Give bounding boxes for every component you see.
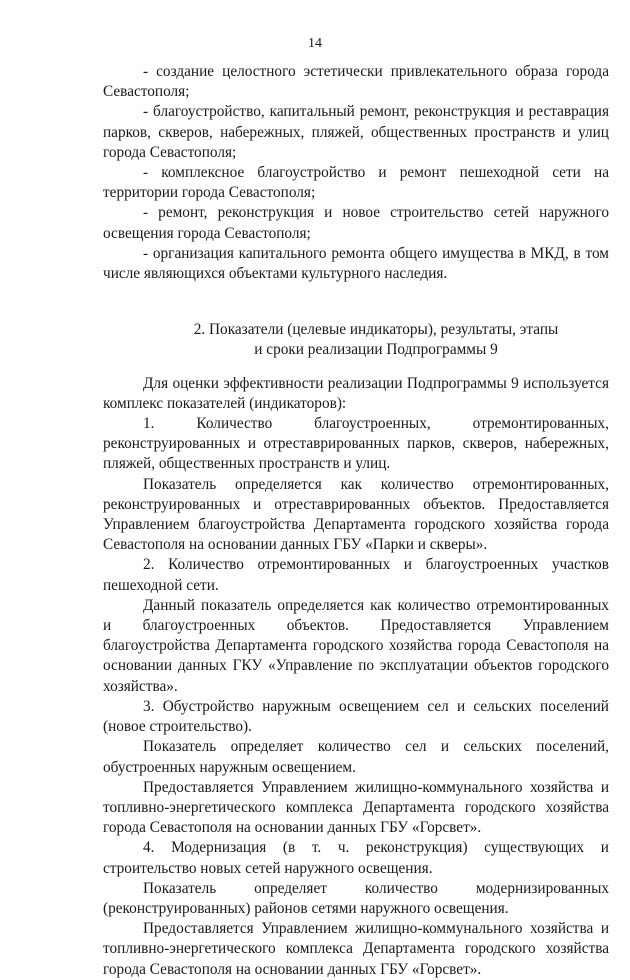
paragraph: Данный показатель определяется как количество отремонтированных и благоустроенных объектов. Предоставляется Управлением благоустройства Департамента городского хозяйства города Севастополя на основании данных ГКУ «Управление по эксплуатации объектов городского хозяйства». xyxy=(103,596,609,695)
bullet-item: - организация капитального ремонта общего имущества в МКД, в том числе являющихся объектами культурного наследия. xyxy=(103,244,609,283)
paragraph: Показатель определяется как количество отремонтированных, реконструированных и отреставрированных объектов. Предоставляется Управлением благоустройства Департамента городского хозяйства города Севастополя на основании данных ГБУ «Парки и скверы». xyxy=(103,475,609,554)
bullet-item: - благоустройство, капитальный ремонт, реконструкция и реставрация парков, скверов, набережных, пляжей, общественных пространств и улиц города Севастополя; xyxy=(103,103,609,161)
paragraph: 2. Количество отремонтированных и благоустроенных участков пешеходной сети. xyxy=(103,556,609,594)
page-number: 14 xyxy=(308,36,322,51)
bullet-item: - ремонт, реконструкция и новое строительство сетей наружного освещения города Севастополя; xyxy=(103,204,609,242)
document-body xyxy=(103,62,609,980)
paragraph: Предоставляется Управлением жилищно-коммунального хозяйства и топливно-энергетического комплекса Департамента городского хозяйства города Севастополя на основании данных ГБУ «Горсвет». xyxy=(103,920,609,978)
paragraph: Показатель определяет количество сел и сельских поселений, обустроенных наружным освещением. xyxy=(103,738,609,776)
paragraph: 4. Модернизация (в т. ч. реконструкция) существующих и строительство новых сетей наружного освещения. xyxy=(103,839,609,877)
section-heading-line: 2. Показатели (целевые индикаторы), результаты, этапы xyxy=(193,321,559,339)
section-heading-line: и сроки реализации Подпрограммы 9 xyxy=(254,341,498,359)
paragraph: 3. Обустройство наружным освещением сел и сельских поселений (новое строительство). xyxy=(103,697,609,736)
paragraph: Для оценки эффективности реализации Подпрограммы 9 используется комплекс показателей (индикаторов): xyxy=(103,374,609,412)
bullet-item: - комплексное благоустройство и ремонт пешеходной сети на территории города Севастополя; xyxy=(103,164,609,202)
section-heading xyxy=(103,320,609,360)
bullet-item: - создание целостного эстетически привлекательного образа города Севастополя; xyxy=(103,63,609,101)
paragraph: 1. Количество благоустроенных, отремонтированных, реконструированных и отреставрированных парков, скверов, набережных, пляжей, общественных пространств и улиц. xyxy=(103,415,609,473)
paragraph: Показатель определяет количество модернизированных (реконструированных) районов сетями наружного освещения. xyxy=(103,879,609,917)
paragraph: Предоставляется Управлением жилищно-коммунального хозяйства и топливно-энергетического комплекса Департамента городского хозяйства города Севастополя на основании данных ГБУ «Горсвет». xyxy=(103,778,609,837)
